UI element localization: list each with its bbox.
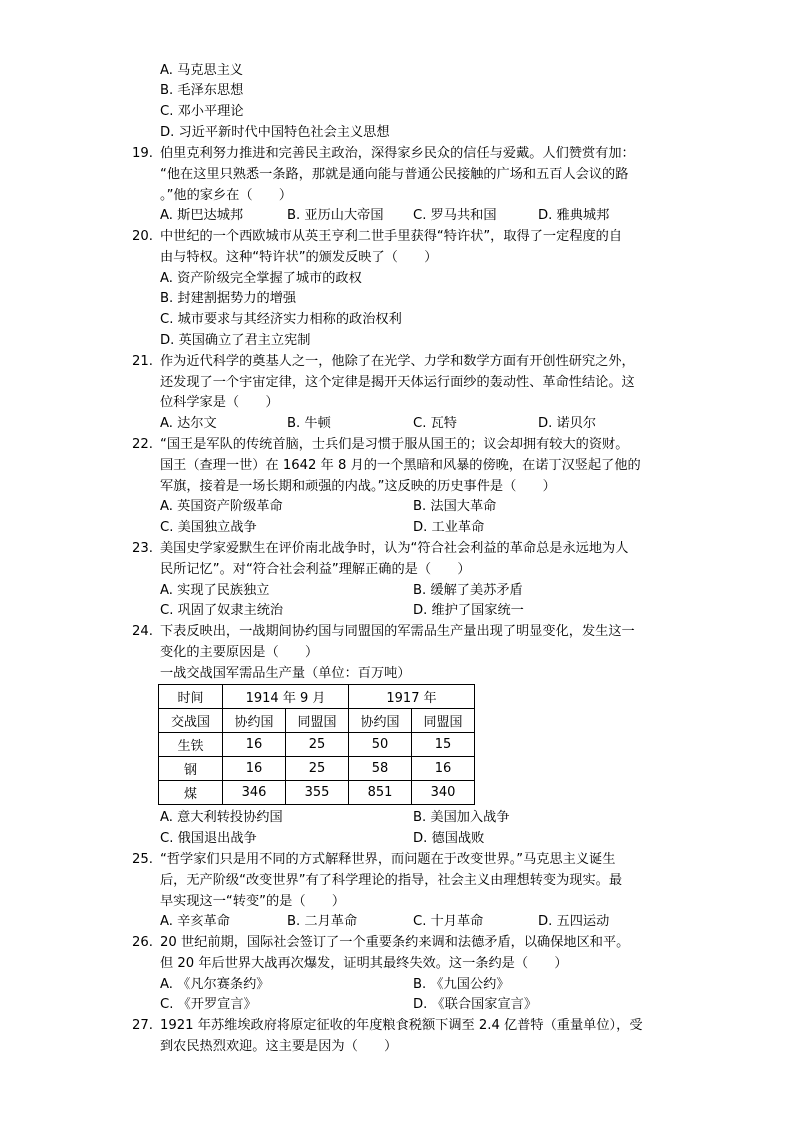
q21-stem-line-3: 位科学家是（ ） (160, 395, 279, 410)
q24-table-caption: 一战交战国军需品生产量（单位：百万吨） (160, 666, 411, 681)
table-row-label: 煤 (159, 781, 223, 805)
table-cell: 16 (412, 757, 475, 781)
table-header-1914: 1914 年 9 月 (223, 685, 349, 709)
table-row (159, 781, 475, 805)
q19-stem-line-2: “他在这里只熟悉一条路，那就是通向能与普通公民接触的广场和五百人会议的路 (160, 167, 629, 182)
q21-stem-line-2: 还发现了一个宇宙定律，这个定律是揭开天体运行面纱的轰动性、革命性结论。这 (160, 375, 635, 390)
q23-option-d: D. 维护了国家统一 (413, 603, 524, 618)
q23-option-c: C. 巩固了奴隶主统治 (160, 603, 284, 618)
q25-stem-line-3: 早实现这一“转变”的是（ ） (160, 894, 346, 909)
q19-stem-line-3: 。”他的家乡在（ ） (160, 188, 293, 203)
q26-number: 26. (132, 935, 153, 950)
table-row-label: 生铁 (159, 733, 223, 757)
q18-option-c: C. 邓小平理论 (160, 104, 244, 119)
q21-stem-line-1: 作为近代科学的奠基人之一，他除了在光学、力学和数学方面有开创性研究之外， (160, 354, 635, 369)
q18-option-b: B. 毛泽东思想 (160, 83, 244, 98)
table-cell: 355 (286, 781, 349, 805)
q21-option-a: A. 达尔文 (160, 416, 217, 431)
q23-stem-line-2: 民所记忆”。对“符合社会利益”理解正确的是（ ） (160, 562, 471, 577)
q23-number: 23. (132, 541, 153, 556)
q22-stem-line-3: 军旗，接着是一场长期和顽强的内战。”这反映的历史事件是（ ） (160, 479, 556, 494)
q25-stem-line-1: “哲学家们只是用不同的方式解释世界，而问题在于改变世界。”马克思主义诞生 (160, 852, 616, 867)
q27-stem-line-2: 到农民热烈欢迎。这主要是因为（ ） (160, 1039, 398, 1054)
q21-option-d: D. 诺贝尔 (538, 416, 597, 431)
q26-stem-line-2: 但 20 年后世界大战再次爆发，证明其最终失效。这一条约是（ ） (160, 956, 568, 971)
q21-option-b: B. 牛顿 (287, 416, 331, 431)
q26-option-d: D. 《联合国家宣言》 (413, 997, 538, 1012)
table-subheader: 同盟国 (412, 709, 475, 733)
q23-option-b: B. 缓解了美苏矛盾 (413, 583, 523, 598)
q19-option-d: D. 雅典城邦 (538, 208, 610, 223)
table-cell: 346 (223, 781, 286, 805)
q18-option-a: A. 马克思主义 (160, 63, 244, 78)
q19-option-b: B. 亚历山大帝国 (287, 208, 384, 223)
table-cell: 851 (349, 781, 412, 805)
q20-option-a: A. 资产阶级完全掌握了城市的政权 (160, 271, 362, 286)
table-cell: 25 (286, 733, 349, 757)
table-cell: 58 (349, 757, 412, 781)
table-cell: 340 (412, 781, 475, 805)
q22-option-d: D. 工业革命 (413, 520, 485, 535)
table-row (159, 757, 475, 781)
q21-option-c: C. 瓦特 (413, 416, 457, 431)
q24-stem-line-2: 变化的主要原因是（ ） (160, 645, 319, 660)
q22-option-c: C. 美国独立战争 (160, 520, 257, 535)
q22-option-b: B. 法国大革命 (413, 499, 497, 514)
table-cell: 16 (223, 733, 286, 757)
q22-stem-line-2: 国王（查理一世）在 1642 年 8 月的一个黑暗和风暴的傍晚，在诺丁汉竖起了他的 (160, 458, 641, 473)
q19-option-a: A. 斯巴达城邦 (160, 208, 244, 223)
table-header-1917: 1917 年 (349, 685, 475, 709)
table-header-side: 交战国 (159, 709, 223, 733)
munitions-table (158, 684, 475, 805)
q24-option-b: B. 美国加入战争 (413, 810, 510, 825)
q23-option-a: A. 实现了民族独立 (160, 583, 270, 598)
q26-option-b: B. 《九国公约》 (413, 977, 510, 992)
q26-option-c: C. 《开罗宣言》 (160, 997, 257, 1012)
q26-stem-line-1: 20 世纪前期，国际社会签订了一个重要条约来调和法德矛盾，以确保地区和平。 (160, 935, 630, 950)
q24-option-d: D. 德国战败 (413, 831, 485, 846)
q25-option-c: C. 十月革命 (413, 914, 484, 929)
table-cell: 15 (412, 733, 475, 757)
q25-option-d: D. 五四运动 (538, 914, 610, 929)
table-cell: 16 (223, 757, 286, 781)
table-cell: 25 (286, 757, 349, 781)
q22-stem-line-1: “国王是军队的传统首脑，士兵们是习惯于服从国王的；议会却拥有较大的资财。 (160, 437, 629, 452)
table-subheader: 协约国 (223, 709, 286, 733)
q25-number: 25. (132, 852, 153, 867)
table-row (159, 733, 475, 757)
q27-number: 27. (132, 1018, 153, 1033)
q24-option-a: A. 意大利转投协约国 (160, 810, 283, 825)
q19-stem-line-1: 伯里克利努力推进和完善民主政治，深得家乡民众的信任与爱戴。人们赞赏有加： (160, 146, 635, 161)
q20-option-b: B. 封建割据势力的增强 (160, 291, 297, 306)
q20-option-d: D. 英国确立了君主立宪制 (160, 333, 311, 348)
q20-number: 20. (132, 229, 153, 244)
q22-option-a: A. 英国资产阶级革命 (160, 499, 283, 514)
q24-stem-line-1: 下表反映出，一战期间协约国与同盟国的军需品生产量出现了明显变化，发生这一 (160, 624, 635, 639)
q22-number: 22. (132, 437, 153, 452)
q19-number: 19. (132, 146, 153, 161)
q20-stem-line-1: 中世纪的一个西欧城市从英王亨利二世手里获得“特许状”，取得了一定程度的自 (160, 229, 623, 244)
table-row-label: 钢 (159, 757, 223, 781)
q19-option-c: C. 罗马共和国 (413, 208, 497, 223)
q20-option-c: C. 城市要求与其经济实力相称的政治权利 (160, 312, 402, 327)
table-subheader: 协约国 (349, 709, 412, 733)
q18-option-d: D. 习近平新时代中国特色社会主义思想 (160, 125, 390, 140)
q25-option-a: A. 辛亥革命 (160, 914, 230, 929)
table-cell: 50 (349, 733, 412, 757)
table-header-time: 时间 (159, 685, 223, 709)
q26-option-a: A. 《凡尔赛条约》 (160, 977, 270, 992)
q23-stem-line-1: 美国史学家爱默生在评价南北战争时，认为“符合社会利益的革命总是永远地为人 (160, 541, 629, 556)
q21-number: 21. (132, 354, 153, 369)
q20-stem-line-2: 由与特权。这种“特许状”的颁发反映了（ ） (160, 250, 438, 265)
q25-option-b: B. 二月革命 (287, 914, 358, 929)
table-subheader: 同盟国 (286, 709, 349, 733)
q24-option-c: C. 俄国退出战争 (160, 831, 257, 846)
q24-number: 24. (132, 624, 153, 639)
q27-stem-line-1: 1921 年苏维埃政府将原定征收的年度粮食税额下调至 2.4 亿普特（重量单位），受 (160, 1018, 643, 1033)
q25-stem-line-2: 后，无产阶级“改变世界”有了科学理论的指导，社会主义由理想转变为现实。最 (160, 873, 623, 888)
